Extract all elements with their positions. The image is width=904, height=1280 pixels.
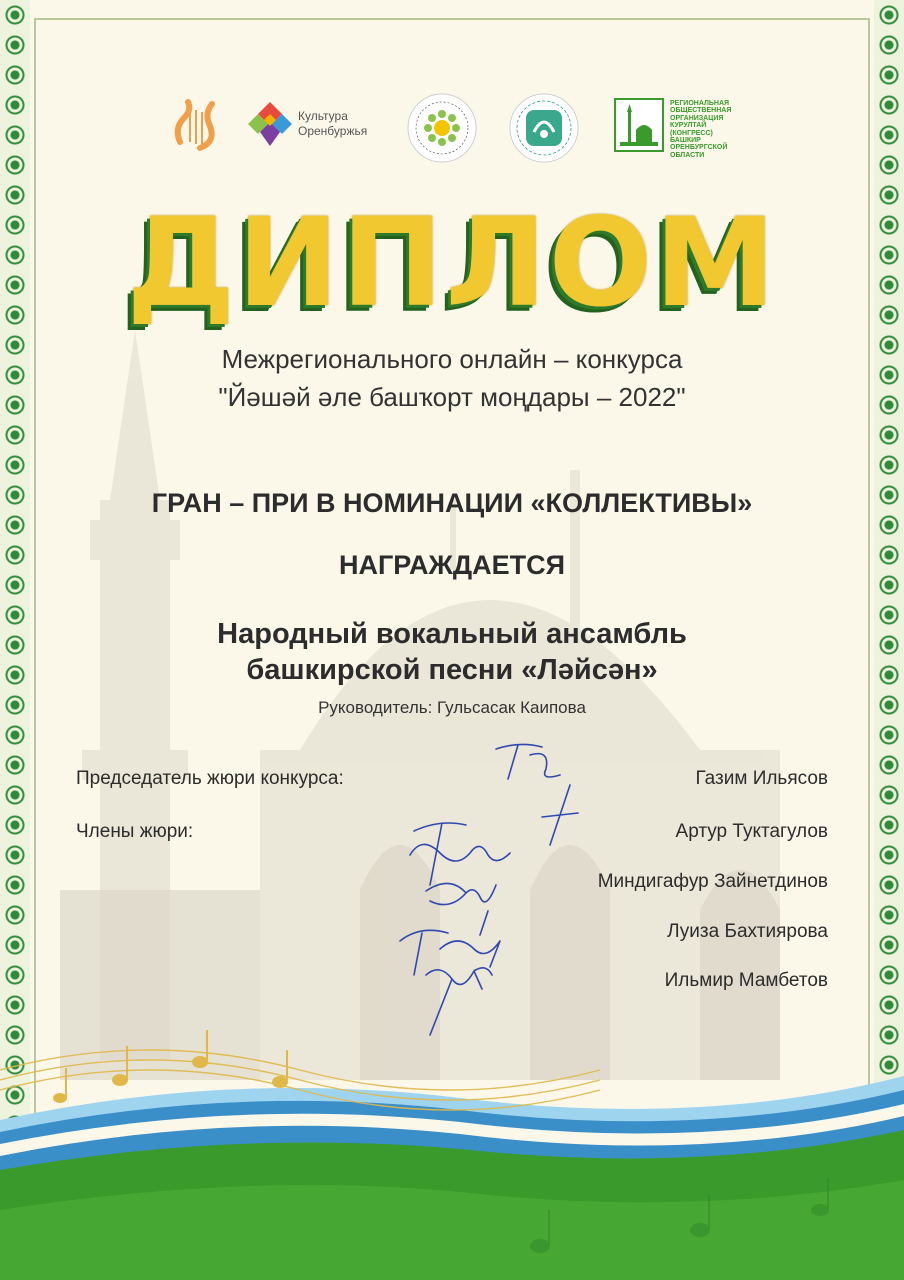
contest-line-1: Межрегионального онлайн – конкурса — [221, 344, 683, 374]
jury-signatures — [370, 735, 610, 1045]
kurultai-line-6: БАШКИР — [670, 137, 701, 145]
diploma-title: ДИПЛОМ — [126, 192, 778, 334]
kultura-orenburzhya-logo — [246, 100, 396, 150]
partner-logos — [170, 92, 750, 164]
awardee-line-1: Народный вокальный ансамбль — [217, 618, 687, 650]
nomination-heading: ГРАН – ПРИ В НОМИНАЦИИ «КОЛЛЕКТИВЫ» — [151, 488, 753, 518]
mosaic-diamond-icon — [246, 100, 294, 148]
kurultai-line-7: ОРЕНБУРГСКОЙ — [670, 144, 728, 152]
kurultai-line-8: ОБЛАСТИ — [670, 151, 705, 159]
kurultai-line-1: РЕГИОНАЛЬНАЯ — [670, 100, 730, 107]
kultura-logo-line2: Оренбуржья — [298, 124, 368, 138]
kurultai-line-5: (КОНГРЕСС) — [670, 129, 713, 137]
kurultai-logo — [614, 98, 754, 160]
kurultai-line-3: ОРГАНИЗАЦИЯ — [670, 114, 724, 122]
lyre-logo-icon — [170, 98, 220, 152]
awardee-line-2: башкирской песни «Ләйсән» — [246, 654, 658, 686]
bottom-wave-decoration — [0, 1010, 904, 1280]
leader-line: Руководитель: Гульсасак Каипова — [318, 698, 586, 717]
dom-druzhby-narodov-logo-icon — [406, 92, 478, 164]
kurultai-mosque-icon — [614, 98, 664, 152]
jury-member-1: Артур Туктагулов — [675, 821, 828, 842]
jury-member-3: Луиза Бахтиярова — [667, 921, 828, 942]
jury-member-4: Ильмир Мамбетов — [664, 970, 828, 991]
awarded-heading: НАГРАЖДАЕТСЯ — [339, 550, 565, 580]
kurultai-line-4: КУРУЛТАЙ — [670, 122, 707, 130]
kurultai-line-2: ОБЩЕСТВЕННАЯ — [670, 107, 732, 115]
jury-chair-label: Председатель жюри конкурса: — [76, 768, 344, 789]
contest-line-2: "Йәшәй әле башҡорт моңдары – 2022" — [218, 382, 686, 412]
kultura-logo-line1: Культура — [298, 109, 348, 123]
jury-member-2: Миндигафур Зайнетдинов — [597, 871, 828, 892]
jury-members-label: Члены жюри: — [76, 821, 194, 842]
s-nami-bashkortostan-logo-icon — [508, 92, 580, 164]
jury-chair-name: Газим Ильясов — [695, 768, 828, 789]
